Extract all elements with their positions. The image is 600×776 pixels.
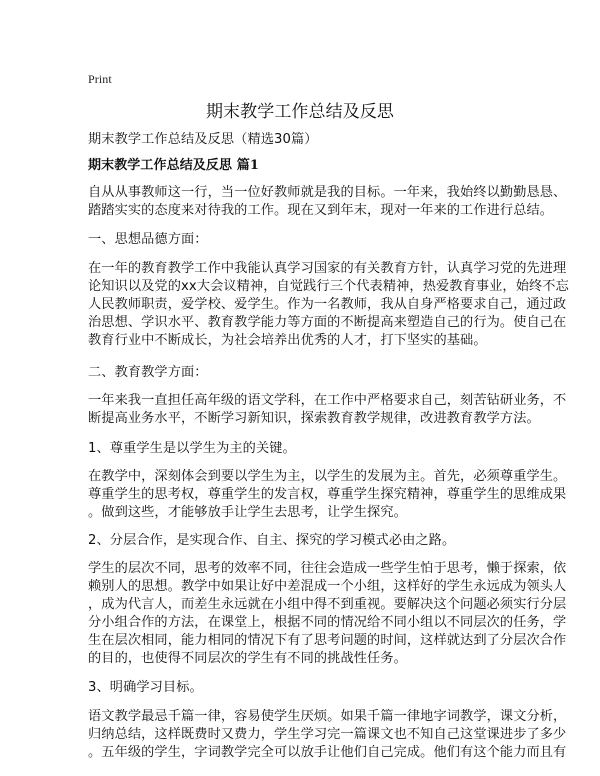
text-line: 分小组合作的方法，在课堂上，根据不同的情况给不同小组以不同层次的任务，学 bbox=[88, 615, 567, 630]
paragraph bbox=[88, 392, 567, 428]
paragraph bbox=[88, 260, 569, 350]
text-line: 论知识以及党的xx大会议精神，自觉践行三个代表精神，热爱教育事业，始终不忘 bbox=[88, 279, 569, 294]
document-title: 期末教学工作总结及反思 bbox=[205, 102, 395, 122]
text-line: 教育行业中不断成长，为社会培养出优秀的人才，打下坚实的基础。 bbox=[88, 333, 487, 348]
subsection-heading bbox=[88, 231, 528, 249]
text-line: 3、明确学习目标。 bbox=[88, 680, 203, 695]
text-line: 1、尊重学生是以学生为主的关键。 bbox=[88, 441, 296, 456]
paragraph bbox=[88, 708, 567, 762]
paragraph bbox=[88, 560, 567, 668]
text-line: 自从从事教师这一行，当一位好教师就是我的目标。一年来，我始终以勤勤恳恳、 bbox=[88, 185, 567, 200]
text-line: 人民教师职责，爱学校、爱学生。作为一名教师，我从自身严格要求自己，通过政 bbox=[88, 297, 567, 312]
text-line: 一、思想品德方面： bbox=[88, 232, 208, 247]
text-line: 的目的，也使得不同层次的学生有不同的挑战性任务。 bbox=[88, 651, 407, 666]
text-line: 。做到这些，才能够放手让学生去思考，让学生探究。 bbox=[88, 505, 407, 520]
subsection-heading bbox=[88, 679, 528, 697]
text-line: 。五年级的学生，字词教学完全可以放手让他们自己完成。他们有这个能力而且有 bbox=[88, 745, 567, 760]
subsection-heading bbox=[88, 440, 528, 458]
text-line: 赖别人的思想。教学中如果让好中差混成一个小组，这样好的学生永远成为领头人 bbox=[88, 579, 567, 594]
print-link[interactable]: Print bbox=[88, 72, 112, 86]
text-line: 踏踏实实的态度来对待我的工作。现在又到年末，现对一年来的工作进行总结。 bbox=[88, 203, 554, 218]
text-line: 在一年的教育教学工作中我能认真学习国家的有关教育方针，认真学习党的先进理 bbox=[88, 261, 567, 276]
text-line: 尊重学生的思考权，尊重学生的发言权，尊重学生探究精神，尊重学生的思维成果 bbox=[88, 487, 567, 502]
paragraph bbox=[88, 468, 567, 522]
text-line: 一年来我一直担任高年级的语文学科，在工作中严格要求自己，刻苦钻研业务，不 bbox=[88, 393, 567, 408]
subsection-heading bbox=[88, 364, 528, 382]
text-line: 语文教学最忌千篇一律，容易使学生厌烦。如果千篇一律地字词教学，课文分析， bbox=[88, 709, 567, 724]
section-heading: 期末教学工作总结及反思 篇1 bbox=[88, 158, 259, 173]
subsection-heading bbox=[88, 532, 528, 550]
text-line: 断提高业务水平，不断学习新知识，探索教育教学规律，改进教育教学方法。 bbox=[88, 411, 540, 426]
document-subtitle: 期末教学工作总结及反思（精选30篇） bbox=[88, 132, 318, 147]
text-line: 学生的层次不同，思考的效率不同，往往会造成一些学生怕于思考，懒于探索，依 bbox=[88, 561, 567, 576]
text-line: 二、教育教学方面： bbox=[88, 365, 208, 380]
text-line: 治思想、学识水平、教育教学能力等方面的不断提高来塑造自己的行为。使自己在 bbox=[88, 315, 567, 330]
paragraph bbox=[88, 184, 567, 220]
text-line: ，成为代言人，而差生永远就在小组中得不到重视。要解决这个问题必须实行分层 bbox=[88, 597, 567, 612]
text-line: 在教学中，深刻体会到要以学生为主，以学生的发展为主。首先，必须尊重学生。 bbox=[88, 469, 567, 484]
text-line: 2、分层合作，是实现合作、自主、探究的学习模式必由之路。 bbox=[88, 533, 456, 548]
text-line: 归纳总结，这样既费时又费力，学生学习完一篇课文也不知自己这堂课进步了多少 bbox=[88, 727, 567, 742]
text-line: 生在层次相同，能力相同的情况下有了思考问题的时间，这样就达到了分层次合作 bbox=[88, 633, 567, 648]
